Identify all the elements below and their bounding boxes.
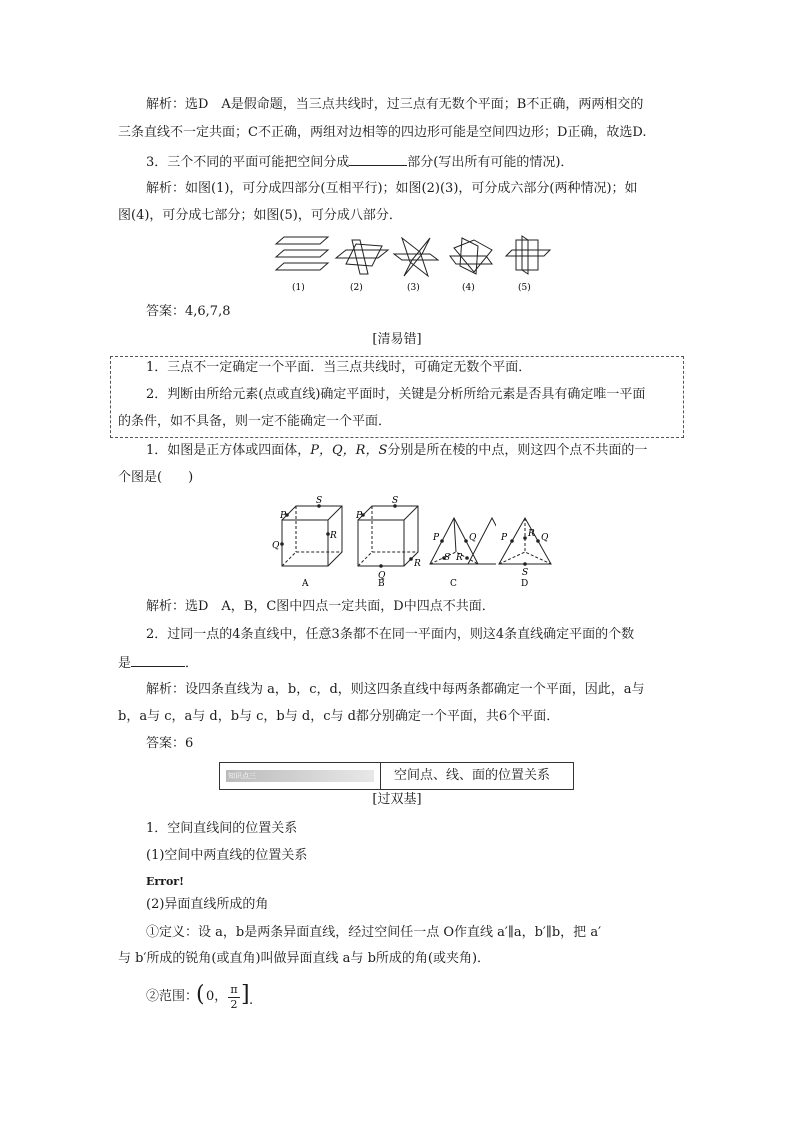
label-q-d: Q: [541, 533, 549, 543]
sec-line-relations: 1．空间直线间的位置关系: [146, 821, 298, 836]
ex2-stem-line2: 是 ．: [118, 653, 198, 673]
error-text: Error!: [146, 875, 184, 888]
label-r-a: R: [330, 531, 337, 541]
q3-analysis-line1: 解析：如图(1)，可分成四部分(互相平行)；如图(2)(3)，可分成六部分(两种情况)；如: [146, 181, 638, 196]
figure-label-c: C: [450, 579, 457, 589]
knowledge-point-title: 空间点、线、面的位置关系: [394, 768, 551, 783]
plane-fig-1: [276, 237, 328, 270]
label-q-c: Q: [469, 533, 477, 543]
answer-blank: [349, 152, 407, 166]
fraction-numerator: π: [230, 983, 238, 996]
prev-analysis-line1: 解析：选D A是假命题，当三点共线时，过三点有无数个平面；B不正确，两两相交的: [146, 97, 644, 112]
ex1-stem-line1: 1．如图是正方体或四面体，P，Q，R，S分别是所在棱的中点，则这四个点不共面的一: [146, 443, 648, 458]
label-q-b: Q: [378, 571, 386, 581]
label-r-d: R: [528, 529, 535, 539]
prev-analysis-line2: 三条直线不一定共面；C不正确，两组对边相等的四边形可能是空间四边形；D正确，故选D.: [118, 125, 647, 140]
sec-skew-angle: (2)异面直线所成的角: [146, 897, 269, 912]
plane-label-5: (5): [518, 283, 531, 293]
basics-heading: [过双基]: [372, 792, 422, 807]
plane-label-4: (4): [462, 283, 475, 293]
figure-b-cube: [358, 506, 418, 566]
sec-two-lines: (1)空间中两直线的位置关系: [146, 848, 308, 863]
planes-figure: [270, 232, 560, 298]
range-close-bracket: ]: [241, 982, 250, 1007]
range-zero: 0，: [206, 989, 228, 1004]
label-s-d: S: [522, 568, 529, 578]
q3-answer: 答案：4,6,7,8: [146, 304, 231, 319]
error-note-2b: 的条件，如不具备，则一定不能确定一个平面．: [118, 414, 392, 429]
range-open-paren: (: [196, 982, 205, 1007]
plane-fig-3: [394, 238, 438, 276]
plane-label-2: (2): [350, 283, 363, 293]
answer-blank: [131, 653, 185, 667]
error-note-1: 1．三点不一定确定一个平面．当三点共线时，可确定无数个平面．: [146, 360, 532, 375]
figure-d: [493, 494, 559, 590]
label-s-c: S: [444, 553, 451, 563]
error-note-2a: 2．判断由所给元素(点或直线)确定平面时，关键是分析所给元素是否具有确定唯一平面: [146, 387, 646, 402]
cube-tetra-figure: [266, 494, 496, 590]
label-r-b: R: [414, 559, 421, 569]
figure-label-a: A: [302, 579, 309, 589]
plane-label-1: (1): [292, 283, 305, 293]
plane-fig-2: [336, 240, 388, 274]
ex2-analysis-line1: 解析：设四条直线为 a，b，c，d，则这四条直线中每两条都确定一个平面，因此，a与: [146, 682, 645, 697]
ex1-stem-line2: 个图是( ): [118, 470, 194, 485]
definition-line2: 与 b′所成的锐角(或直角)叫做异面直线 a与 b所成的角(或夹角)．: [118, 951, 491, 966]
label-p-a: P: [280, 511, 287, 521]
label-s-b: S: [392, 496, 399, 506]
plane-fig-4: [450, 238, 492, 274]
definition-line1: ①定义：设 a，b是两条异面直线，经过空间任一点 O作直线 a′∥a，b′∥b，把 a′: [146, 925, 602, 940]
plane-fig-5: [506, 236, 550, 274]
q3-analysis-line2: 图(4)，可分成七部分；如图(5)，可分成八部分．: [118, 208, 402, 223]
label-p-c: P: [433, 533, 440, 543]
ex2-stem-line1: 2．过同一点的4条直线中，任意3条都不在同一平面内，则这4条直线确定平面的个数: [146, 627, 635, 642]
fraction-denominator: 2: [230, 998, 238, 1011]
label-p-d: P: [501, 533, 508, 543]
range-period: .: [249, 993, 254, 1008]
knowledge-point-tag: 知识点三: [228, 772, 256, 780]
q3-stem: 3．三个不同的平面可能把空间分成 部分(写出所有可能的情况)．: [146, 152, 573, 172]
ex2-answer: 答案：6: [146, 736, 194, 751]
ex1-analysis: 解析：选D A，B，C图中四点一定共面，D中四点不共面．: [146, 599, 495, 614]
figure-label-b: B: [378, 579, 385, 589]
figure-label-d: D: [521, 579, 529, 589]
label-q-a: Q: [272, 541, 280, 551]
error-section-heading: [清易错]: [372, 332, 422, 347]
ex2-analysis-line2: b，a与 c，a与 d，b与 c，b与 d，c与 d都分别确定一个平面，共6个平面．: [118, 709, 560, 724]
knowledge-point-banner: [219, 762, 574, 790]
range-line: ②范围：: [146, 989, 199, 1004]
label-s-a: S: [316, 496, 323, 506]
plane-label-3: (3): [407, 283, 420, 293]
label-p-b: P: [356, 511, 363, 521]
label-r-c: R: [456, 553, 463, 563]
